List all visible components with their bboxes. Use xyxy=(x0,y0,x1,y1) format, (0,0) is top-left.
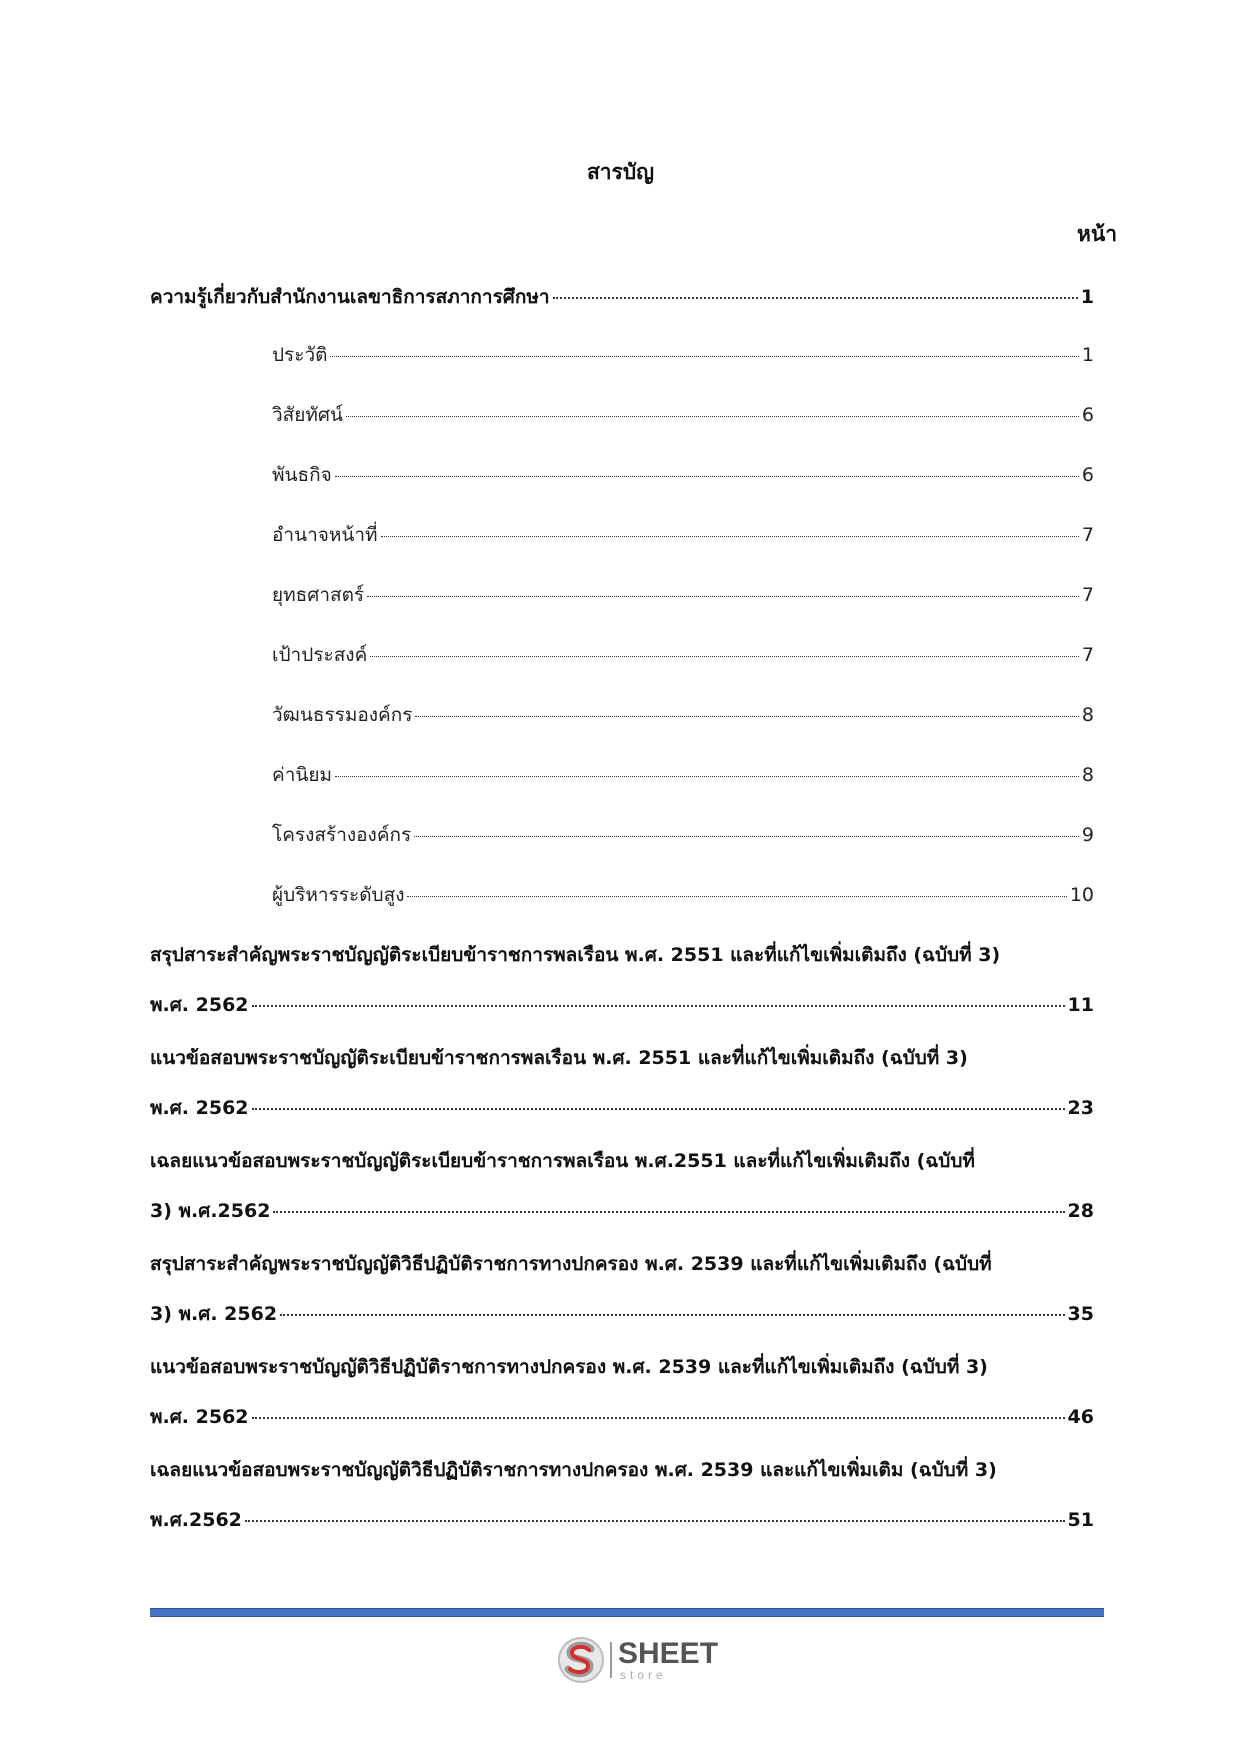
toc-subentry[interactable] xyxy=(272,400,1094,430)
toc-subentry-page: 10 xyxy=(1069,884,1094,906)
toc-entry-page: 1 xyxy=(1080,286,1094,308)
toc-subentry-page: 8 xyxy=(1081,764,1094,786)
toc-entry-main[interactable] xyxy=(150,1402,1094,1432)
dot-leader xyxy=(335,476,1079,477)
toc-subentry[interactable] xyxy=(272,340,1094,370)
toc-subentry-label: ค่านิยม xyxy=(272,764,333,786)
page-title: สารบัญ xyxy=(586,160,655,184)
dot-leader xyxy=(280,1314,1065,1316)
toc-subentry[interactable] xyxy=(272,820,1094,850)
dot-leader xyxy=(252,1108,1065,1110)
toc-subentry-page: 7 xyxy=(1081,524,1094,546)
dot-leader xyxy=(346,416,1079,417)
toc-subentry[interactable] xyxy=(272,880,1094,910)
toc-subentry-page: 1 xyxy=(1081,344,1094,366)
toc-entry-main[interactable] xyxy=(150,1196,1094,1226)
toc-entry-main[interactable] xyxy=(150,1505,1094,1535)
toc-entry-main[interactable] xyxy=(150,1299,1094,1329)
dot-leader xyxy=(414,836,1079,837)
toc-entry-label: ความรู้เกี่ยวกับสำนักงานเลขาธิการสภาการศึกษา xyxy=(150,286,550,308)
toc-subentry-label: ประวัติ xyxy=(272,344,328,366)
toc-entry-label: พ.ศ. 2562 xyxy=(150,994,249,1016)
toc-entry-line1[interactable]: สรุปสาระสำคัญพระราชบัญญัติระเบียบข้าราชการพลเรือน พ.ศ. 2551 และที่แก้ไขเพิ่มเติมถึง (ฉบับที่ 3) xyxy=(150,944,1001,966)
toc-subentry-label: ผู้บริหารระดับสูง xyxy=(272,884,405,906)
toc-entry-page: 28 xyxy=(1067,1200,1094,1222)
toc-entry-line1[interactable]: แนวข้อสอบพระราชบัญญัติวิธีปฏิบัติราชการทางปกครอง พ.ศ. 2539 และที่แก้ไขเพิ่มเติมถึง (ฉบับที่ 3) xyxy=(150,1356,988,1378)
dot-leader xyxy=(370,656,1079,657)
toc-entry-main[interactable] xyxy=(150,282,1094,312)
toc-subentry[interactable] xyxy=(272,520,1094,550)
logo-wordmark: SHEET xyxy=(618,1637,719,1670)
toc-entry-page: 35 xyxy=(1067,1303,1094,1325)
dot-leader xyxy=(335,776,1079,777)
toc-subentry-page: 9 xyxy=(1081,824,1094,846)
toc-entry-page: 23 xyxy=(1067,1097,1094,1119)
page-column-header: หน้า xyxy=(1077,222,1117,246)
toc-subentry[interactable] xyxy=(272,460,1094,490)
logo-text xyxy=(618,1639,718,1681)
toc-entry-label: 3) พ.ศ.2562 xyxy=(150,1200,271,1222)
toc-subentry-page: 7 xyxy=(1081,584,1094,606)
toc-entry-page: 51 xyxy=(1067,1509,1094,1531)
toc-subentry-page: 8 xyxy=(1081,704,1094,726)
toc-subentry-label: อำนาจหน้าที่ xyxy=(272,524,378,546)
toc-subentry[interactable] xyxy=(272,760,1094,790)
toc-subentry[interactable] xyxy=(272,700,1094,730)
toc-entry-line1[interactable]: เฉลยแนวข้อสอบพระราชบัญญัติวิธีปฏิบัติราชการทางปกครอง พ.ศ. 2539 และแก้ไขเพิ่มเติม (ฉบับที่ 3) xyxy=(150,1459,997,1481)
toc-subentry-label: โครงสร้างองค์กร xyxy=(272,824,412,846)
dot-leader xyxy=(407,896,1066,897)
dot-leader xyxy=(273,1211,1064,1213)
toc-subentry-label: ยุทธศาสตร์ xyxy=(272,584,365,606)
dot-leader xyxy=(367,596,1079,597)
toc-subentry[interactable] xyxy=(272,640,1094,670)
toc-subentry-label: พันธกิจ xyxy=(272,464,332,486)
toc-entry-line1[interactable]: แนวข้อสอบพระราชบัญญัติระเบียบข้าราชการพลเรือน พ.ศ. 2551 และที่แก้ไขเพิ่มเติมถึง (ฉบับที่ 3) xyxy=(150,1047,968,1069)
toc-entry-label: พ.ศ.2562 xyxy=(150,1509,242,1531)
dot-leader xyxy=(553,297,1078,299)
toc-subentry-label: วิสัยทัศน์ xyxy=(272,404,343,426)
dot-leader xyxy=(245,1520,1065,1522)
sheet-store-logo xyxy=(556,1632,726,1688)
toc-subentry[interactable] xyxy=(272,580,1094,610)
toc-entry-main[interactable] xyxy=(150,1093,1094,1123)
toc-entry-label: พ.ศ. 2562 xyxy=(150,1406,249,1428)
dot-leader xyxy=(252,1005,1065,1007)
toc-entry-line1[interactable]: สรุปสาระสำคัญพระราชบัญญัติวิธีปฏิบัติราชการทางปกครอง พ.ศ. 2539 และที่แก้ไขเพิ่มเติมถึง (ฉบับที่ xyxy=(150,1253,992,1275)
dot-leader xyxy=(381,536,1079,537)
toc-entry-page: 11 xyxy=(1067,994,1094,1016)
toc-subentry-page: 6 xyxy=(1081,464,1094,486)
toc-entry-label: พ.ศ. 2562 xyxy=(150,1097,249,1119)
toc-entry-label: 3) พ.ศ. 2562 xyxy=(150,1303,278,1325)
dot-leader xyxy=(415,716,1078,717)
dot-leader xyxy=(252,1417,1065,1419)
toc-subentry-page: 6 xyxy=(1081,404,1094,426)
footer-divider xyxy=(150,1608,1104,1617)
toc-subentry-page: 7 xyxy=(1081,644,1094,666)
logo-separator xyxy=(610,1642,612,1678)
toc-subentry-label: เป้าประสงค์ xyxy=(272,644,368,666)
toc-entry-line1[interactable]: เฉลยแนวข้อสอบพระราชบัญญัติระเบียบข้าราชการพลเรือน พ.ศ.2551 และที่แก้ไขเพิ่มเติมถึง (ฉบับที่ xyxy=(150,1150,975,1172)
sheet-store-logo-icon xyxy=(556,1635,606,1685)
toc-subentry-label: วัฒนธรรมองค์กร xyxy=(272,704,413,726)
toc-entry-main[interactable] xyxy=(150,990,1094,1020)
logo-subtext: store xyxy=(620,1668,667,1682)
dot-leader xyxy=(330,356,1078,357)
toc-entry-page: 46 xyxy=(1067,1406,1094,1428)
